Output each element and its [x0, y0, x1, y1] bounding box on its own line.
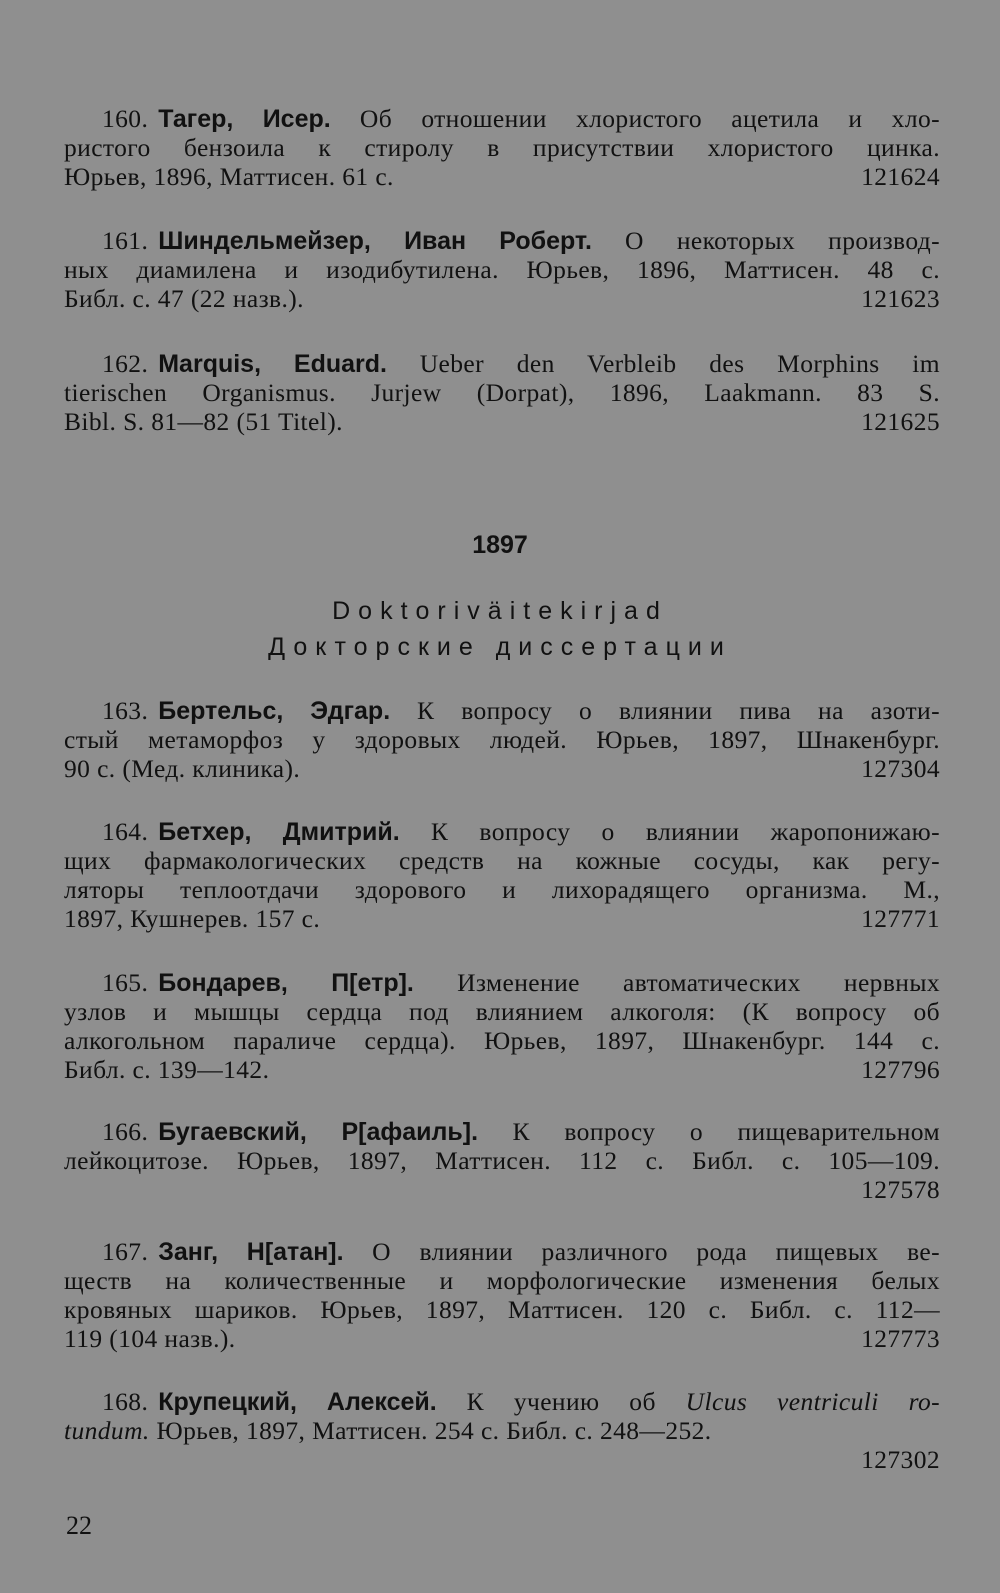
year-heading: 1897: [472, 531, 528, 559]
entry-text: узлов и мышцы сердца под влиянием алкоголя: (К вопросу об: [64, 997, 940, 1026]
entry-166: [64, 1117, 940, 1204]
entry-number: 161.: [102, 226, 149, 255]
entry-author: Бугаевский, Р[афаиль].: [158, 1118, 479, 1146]
entry-text: Ueber den Verbleib des Morphins im: [386, 349, 940, 378]
entry-code: 121625: [861, 407, 940, 436]
entry-code: 121624: [861, 162, 940, 191]
entry-text: ляторы теплоотдачи здорового и лихорадящего организма. М.,: [64, 875, 940, 904]
entry-author: Бетхер, Дмитрий.: [158, 818, 400, 846]
entry-text: ных диамилена и изодибутилена. Юрьев, 1896, Маттисен. 48 с.: [64, 255, 940, 284]
entry-number: 165.: [102, 968, 149, 997]
entry-code: 127773: [861, 1324, 940, 1353]
entry-text: стый метаморфоз у здоровых людей. Юрьев, 1897, Шнакенбург.: [64, 725, 940, 754]
page-number: 22: [66, 1511, 92, 1540]
entry-160: [64, 104, 940, 191]
entry-text-italic: tundum.: [64, 1416, 150, 1445]
entry-text: О некоторых производ-: [591, 226, 941, 255]
entry-code: 127771: [861, 904, 940, 933]
entry-text: tierischen Organismus. Jurjew (Dorpat), 1896, Laakmann. 83 S.: [64, 378, 940, 407]
entry-text: Об отношении хлористого ацетила и хло-: [330, 104, 940, 133]
entry-text: 1897, Кушнерев. 157 с.: [64, 904, 321, 933]
entry-167: [64, 1237, 940, 1353]
entry-text: К учению об: [436, 1387, 686, 1416]
entry-number: 167.: [102, 1237, 149, 1266]
entry-text: ристого бензоила к стиролу в присутствии хлористого цинка.: [64, 133, 940, 162]
entry-text: Библ. с. 139—142.: [64, 1055, 270, 1084]
entry-161: [64, 226, 940, 313]
entry-author: Бертельс, Эдгар.: [158, 697, 391, 725]
entry-text: кровяных шариков. Юрьев, 1897, Маттисен. 120 с. Библ. с. 112—: [64, 1295, 940, 1324]
entry-number: 164.: [102, 817, 149, 846]
entry-number: 160.: [102, 104, 149, 133]
entry-text: К вопросу о влиянии жаропонижаю-: [399, 817, 940, 846]
entry-number: 168.: [102, 1387, 149, 1416]
entry-number: 162.: [102, 349, 149, 378]
entry-164: [64, 817, 940, 933]
section-title-estonian: Doktoriväitekirjad: [332, 597, 668, 625]
entry-text-italic: Ulcus ventriculi ro-: [685, 1387, 940, 1416]
entry-162: [64, 349, 940, 436]
entry-author: Шиндельмейзер, Иван Роберт.: [158, 227, 592, 255]
entry-code: 127304: [861, 754, 940, 783]
entry-text: Юрьев, 1896, Маттисен. 61 с.: [64, 162, 394, 191]
entry-165: [64, 968, 940, 1084]
entry-author: Marquis, Eduard.: [158, 350, 387, 378]
entry-text: ществ на количественные и морфологические изменения белых: [64, 1266, 940, 1295]
entry-text: лейкоцитозе. Юрьев, 1897, Маттисен. 112 с. Библ. с. 105—109.: [64, 1146, 940, 1175]
entry-text: щих фармакологических средств на кожные сосуды, как регу-: [64, 846, 940, 875]
entry-author: Тагер, Исер.: [158, 105, 331, 133]
entry-168: [64, 1387, 940, 1474]
entry-author: Занг, Н[атан].: [158, 1238, 344, 1266]
entry-text: Юрьев, 1897, Маттисен. 254 с. Библ. с. 248—252.: [149, 1416, 712, 1445]
entry-163: [64, 696, 940, 783]
entry-number: 166.: [102, 1117, 149, 1146]
entry-text: О влиянии различного рода пищевых ве-: [343, 1237, 940, 1266]
entry-author: Бондарев, П[етр].: [158, 969, 414, 997]
entry-code: 127578: [861, 1175, 940, 1204]
entry-text: 90 с. (Мед. клиника).: [64, 754, 301, 783]
entry-author: Крупецкий, Алексей.: [158, 1388, 437, 1416]
entry-text: алкогольном параличе сердца). Юрьев, 1897, Шнакенбург. 144 с.: [64, 1026, 940, 1055]
entry-text: К вопросу о влиянии пива на азоти-: [390, 696, 940, 725]
entry-text: 119 (104 назв.).: [64, 1324, 236, 1353]
entry-text: Изменение автоматических нервных: [413, 968, 941, 997]
entry-text: К вопросу о пищеварительном: [478, 1117, 940, 1146]
entry-code: 121623: [861, 284, 940, 313]
entry-code: 127302: [861, 1445, 940, 1474]
entry-text: Библ. с. 47 (22 назв.).: [64, 284, 304, 313]
entry-code: 127796: [861, 1055, 940, 1084]
entry-number: 163.: [102, 696, 149, 725]
section-title-russian: Докторские диссертации: [268, 633, 732, 661]
entry-text: Bibl. S. 81—82 (51 Titel).: [64, 407, 343, 436]
